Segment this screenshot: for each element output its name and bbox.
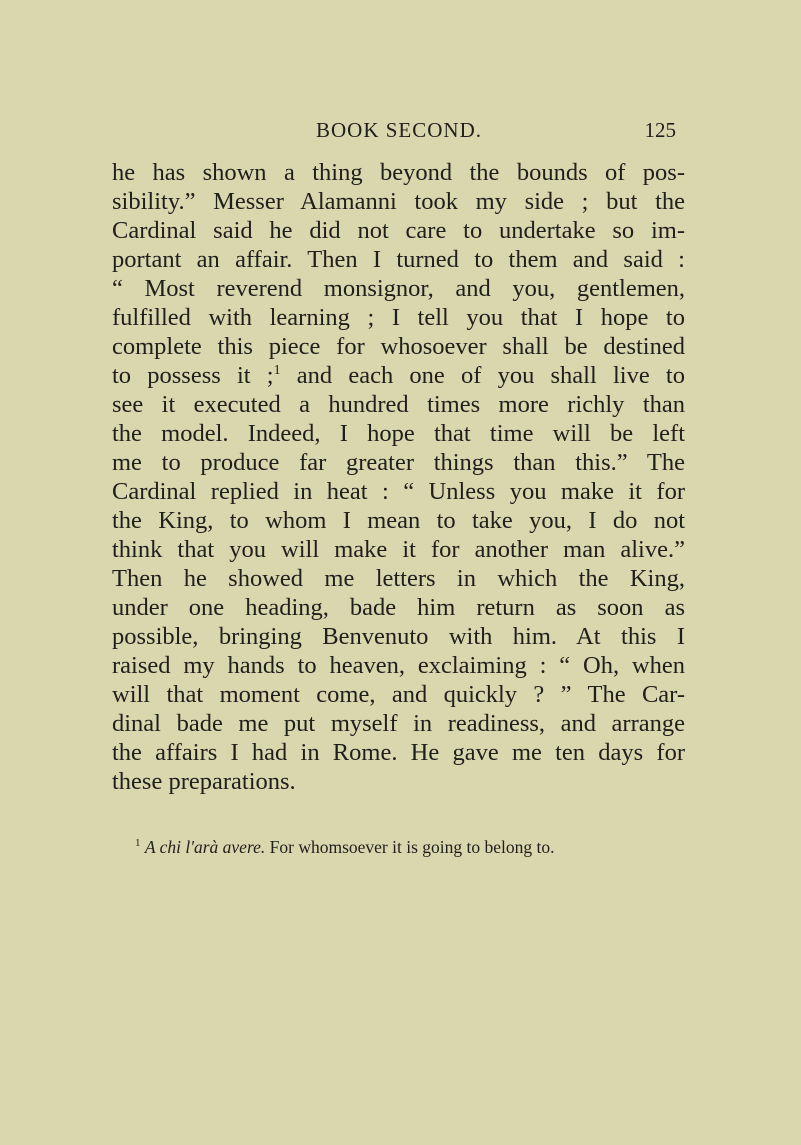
running-title: BOOK SECOND. xyxy=(315,118,482,142)
text-line: think that you will make it for another man alive.” xyxy=(112,536,685,563)
text-line: see it executed a hundred times more richly than xyxy=(112,391,685,418)
text-line: complete this piece for whosoever shall be destined xyxy=(112,333,685,360)
footnote-translation: For whomsoever it is going to belong to. xyxy=(265,837,555,857)
text-line: portant an affair. Then I turned to them and said : xyxy=(112,246,685,273)
text-line: the King, to whom I mean to take you, I do not xyxy=(112,507,685,534)
footnote-marker: 1 xyxy=(135,837,141,850)
text-line: Cardinal replied in heat : “ Unless you make it for xyxy=(112,478,685,505)
text-line: these preparations. xyxy=(112,768,296,795)
text-line: “ Most reverend monsignor, and you, gentlemen, xyxy=(112,275,685,302)
text-line: Then he showed me letters in which the King, xyxy=(112,565,685,592)
text-line: fulfilled with learning ; I tell you that I hope to xyxy=(112,304,685,331)
footnote xyxy=(135,836,695,858)
text-line: under one heading, bade him return as soon as xyxy=(112,594,685,621)
text-line: will that moment come, and quickly ? ” The Car- xyxy=(112,681,685,708)
text-line: the affairs I had in Rome. He gave me ten days for xyxy=(112,739,685,766)
text-fragment: and each one of you shall live to xyxy=(280,362,685,389)
footnote-italian-phrase: A chi l'arà avere. xyxy=(144,837,266,857)
text-fragment: to possess it ; xyxy=(112,362,274,389)
text-line-with-footnote-ref xyxy=(112,361,685,390)
footnote-reference: 1 xyxy=(273,362,281,378)
text-line: he has shown a thing beyond the bounds of pos- xyxy=(112,159,685,186)
text-line: the model. Indeed, I hope that time will be left xyxy=(112,420,685,447)
text-line: sibility.” Messer Alamanni took my side ; but the xyxy=(112,188,685,215)
text-line: Cardinal said he did not care to undertake so im- xyxy=(112,217,685,244)
text-line: possible, bringing Benvenuto with him. At this I xyxy=(112,623,685,650)
text-line: me to produce far greater things than this.” The xyxy=(112,449,685,476)
body-text xyxy=(112,158,685,796)
page-number: 125 xyxy=(644,118,676,142)
text-line: raised my hands to heaven, exclaiming : “ Oh, when xyxy=(112,652,685,679)
text-line: dinal bade me put myself in readiness, and arrange xyxy=(112,710,685,737)
running-head xyxy=(110,118,688,148)
